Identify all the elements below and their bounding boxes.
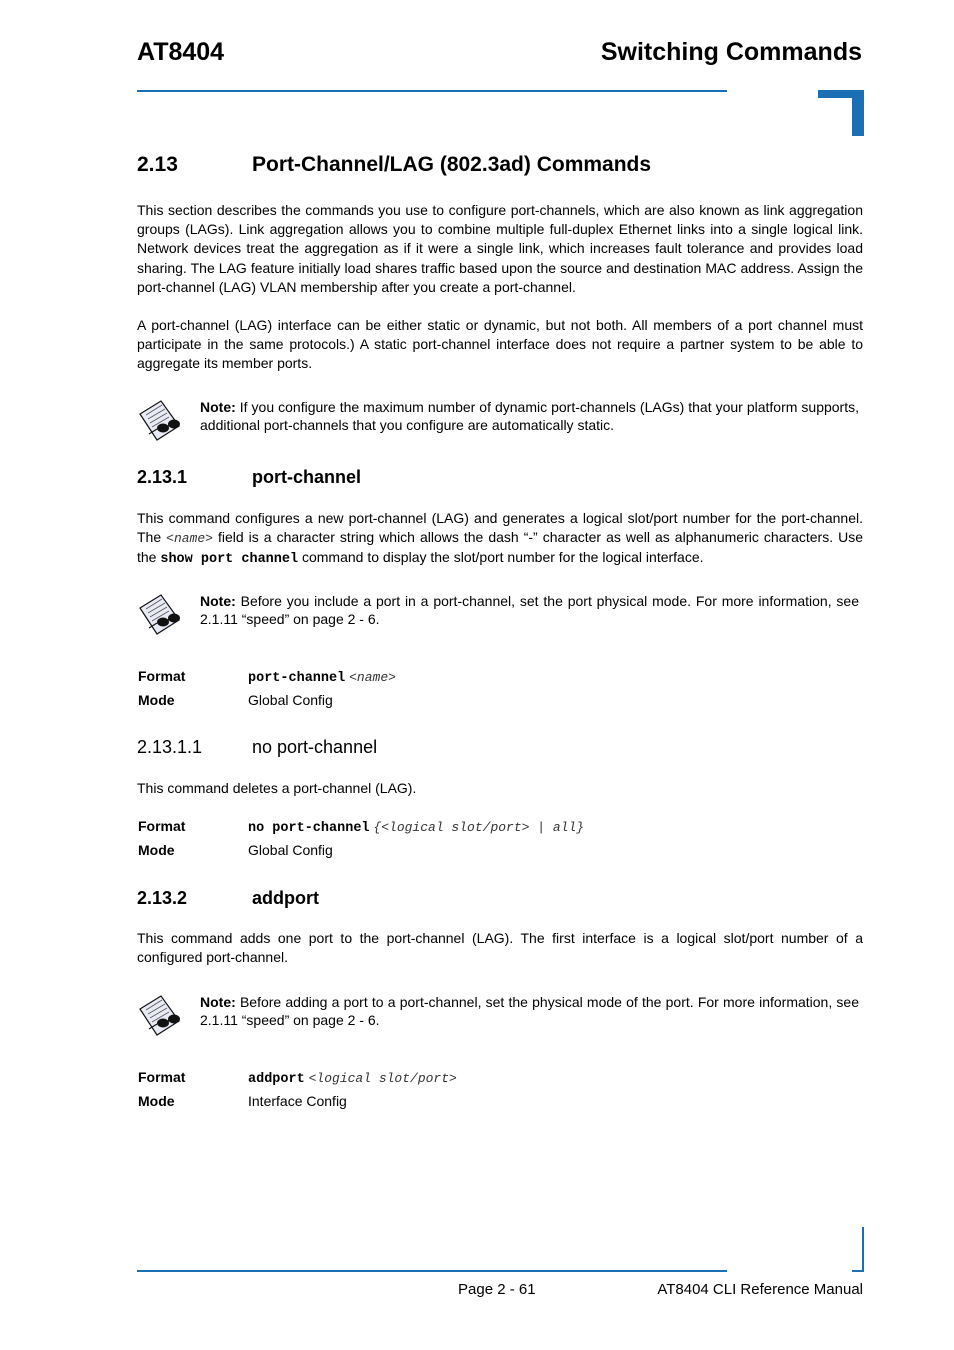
note-icon: [137, 592, 183, 638]
desc-text-c: command to display the slot/port number for the logical interface.: [298, 549, 704, 566]
format-argument: <name>: [349, 670, 396, 685]
subsubsection-heading-no-port-channel: [137, 737, 377, 758]
note-icon: [137, 398, 183, 444]
section-number: 2.13: [137, 153, 178, 176]
footer-corner-mark: [852, 1227, 864, 1272]
desc-param-name: <name>: [166, 531, 213, 547]
subsection-heading-addport: [137, 888, 319, 909]
subsection-number: 2.13.1: [137, 467, 188, 487]
footer-page-number: Page 2 - 61: [458, 1281, 536, 1298]
port-channel-description: [137, 509, 863, 570]
note-body: If you configure the maximum number of dynamic port-channels (LAGs) that your platform supports, additional port-channels that you configure are automatically static.: [200, 399, 859, 433]
format-row: [138, 1069, 457, 1087]
note-1: [137, 398, 863, 444]
desc-text-b: field is a character string which allows the dash “-” character as well as alphanumeric characters. Use the: [137, 529, 863, 566]
note-body: Before adding a port to a port-channel, set the physical mode of the port. For more information, see 2.1.11 “speed” on page 2 - 6.: [200, 994, 859, 1028]
format-label: Format: [138, 818, 186, 834]
note-text: [200, 398, 859, 434]
no-port-channel-description: This command deletes a port-channel (LAG).: [137, 780, 417, 796]
note-icon: [137, 993, 183, 1039]
header-product: AT8404: [137, 38, 225, 66]
intro-paragraph-2: A port-channel (LAG) interface can be either static or dynamic, but not both. All members of a port channel must participate in the same protocols.) A static port-channel interface does not require a partner system to be able to aggregate its member ports.: [137, 317, 863, 372]
format-label: Format: [138, 1069, 186, 1085]
section-heading: [137, 153, 651, 177]
desc-command: show port channel: [160, 552, 299, 568]
format-command: port-channel: [248, 671, 346, 686]
note-label: Note:: [200, 399, 236, 415]
format-label: Format: [138, 668, 186, 684]
note-body: Before you include a port in a port-channel, set the port physical mode. For more information, see 2.1.11 “speed” on page 2 - 6.: [200, 593, 859, 627]
header-chapter: Switching Commands: [600, 38, 862, 66]
note-2: [137, 592, 863, 638]
subsection-title: addport: [252, 888, 319, 908]
note-label: Note:: [200, 994, 236, 1010]
note-label: Note:: [200, 593, 236, 609]
format-argument: <logical slot/port>: [308, 1071, 457, 1086]
footer-rule: [137, 1270, 727, 1272]
mode-value: Global Config: [248, 692, 333, 708]
note-text: [200, 993, 859, 1029]
header-rule: [137, 90, 727, 92]
note-3: [137, 993, 863, 1039]
section-title: Port-Channel/LAG (802.3ad) Commands: [252, 153, 652, 176]
mode-label: Mode: [138, 842, 175, 858]
note-text: [200, 592, 859, 628]
subsection-title: port-channel: [252, 467, 362, 487]
subsubsection-title: no port-channel: [252, 737, 378, 757]
footer-manual-title: AT8404 CLI Reference Manual: [657, 1281, 863, 1298]
desc-text-a: This command configures a new port-channel (LAG) and generates a logical slot/port number for the port-channel. The: [137, 510, 863, 546]
subsection-number: 2.13.2: [137, 888, 188, 908]
format-command: addport: [248, 1072, 305, 1087]
mode-label: Mode: [138, 1093, 175, 1109]
mode-row: [138, 1093, 347, 1109]
mode-row: [138, 842, 333, 858]
format-row: [138, 668, 396, 686]
mode-label: Mode: [138, 692, 175, 708]
mode-value: Interface Config: [248, 1093, 347, 1109]
format-argument: {<logical slot/port> | all}: [373, 820, 585, 835]
subsection-heading-port-channel: [137, 467, 361, 488]
mode-value: Global Config: [248, 842, 333, 858]
format-command: no port-channel: [248, 821, 370, 836]
mode-row: [138, 692, 333, 708]
subsubsection-number: 2.13.1.1: [137, 737, 203, 757]
header-corner-mark: [818, 90, 864, 136]
format-row: [138, 818, 584, 836]
addport-description: This command adds one port to the port-channel (LAG). The first interface is a logical slot/port number of a configured port-channel.: [137, 930, 863, 966]
intro-paragraph-1: This section describes the commands you use to configure port-channels, which are also known as link aggregation groups (LAGs). Link aggregation allows you to combine multiple full-duplex Ethernet links into a single logical link. Network devices treat the aggregation as if it were a single link, which increases fault tolerance and provides load sharing. The LAG feature initially load shares traffic based upon the source and destination MAC address. Assign the port-channel (LAG) VLAN membership after you create a port-channel.: [137, 202, 863, 295]
